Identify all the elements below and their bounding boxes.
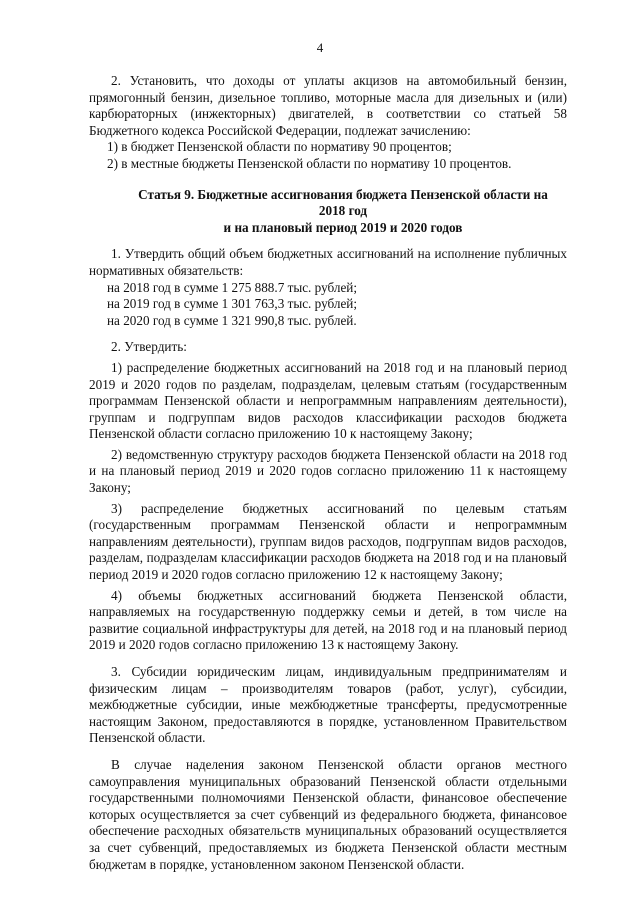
- document-body: [89, 73, 567, 873]
- article-9-paragraph-2: 2. Утвердить:: [111, 339, 187, 355]
- article-9-heading-line-2: и на плановый период 2019 и 2020 годов: [223, 219, 463, 235]
- article-9-heading: [89, 187, 567, 237]
- article-9-item-2-1: 1) распределение бюджетных ассигнований на 2018 год и на плановый период 2019 и 2020 годов по разделам, подразделам, целевым статьям (государственным программам Пензенской области и непрограммным направлениям деятельности), группам и подгруппам видов расходов классификации расходов бюджета Пензенской области согласно приложению 10 к настоящему Закону;: [89, 359, 567, 442]
- amount-2019: на 2019 год в сумме 1 301 763,3 тыс. рублей;: [107, 296, 358, 312]
- subitem-2-1: 1) в бюджет Пензенской области по нормативу 90 процентов;: [107, 139, 452, 155]
- article-9-item-2-4: 4) объемы бюджетных ассигнований бюджета Пензенской области, направляемых на государственную поддержку семьи и детей, в том числе на развитие социальной инфраструктуры для детей, на 2018 год и на плановый период 2019 и 2020 годов согласно приложению 13 к настоящему Закону.: [89, 587, 567, 653]
- paragraph-item-2: 2. Установить, что доходы от уплаты акцизов на автомобильный бензин, прямогонный бензин, дизельное топливо, моторные масла для дизельных и (или) карбюраторных (инжекторных) двигателей, в соответствии со статьей 58 Бюджетного кодекса Российской Федерации, подлежат зачислению:: [89, 73, 567, 138]
- amount-2018: на 2018 год в сумме 1 275 888.7 тыс. рублей;: [107, 279, 358, 295]
- subitem-2-2: 2) в местные бюджеты Пензенской области по нормативу 10 процентов.: [107, 155, 512, 171]
- article-9-heading-line-1: Статья 9. Бюджетные ассигнования бюджета Пензенской области на 2018 год: [138, 186, 548, 219]
- article-9-paragraph-1: 1. Утвердить общий объем бюджетных ассигнований на исполнение публичных нормативных обязательств:: [89, 246, 567, 278]
- article-9-item-2-3: 3) распределение бюджетных ассигнований по целевым статьям (государственным программам Пензенской области и непрограммным направлениям деятельности), группам видов расходов, подгруппам видов расходов, разделам, подразделам классификации расходов бюджета на 2018 год и на плановый период 2019 и 2020 годов согласно приложению 12 к настоящему Закону;: [89, 500, 567, 583]
- article-9-paragraph-4: В случае наделения законом Пензенской области органов местного самоуправления муниципальных образований Пензенской области отдельными государственными полномочиями Пензенской области, финансовое обеспечение которых осуществляется за счет субвенций из федерального бюджета, финансовое обеспечение расходных обязательств муниципальных образований осуществляется за счет субвенций, предоставляемых из бюджета Пензенской области местным бюджетам в порядке, установленном законом Пензенской области.: [89, 756, 567, 872]
- article-9-paragraph-3: 3. Субсидии юридическим лицам, индивидуальным предпринимателям и физическим лицам – производителям товаров (работ, услуг), субсидии, межбюджетные субсидии, иные межбюджетные трансферты, предусмотренные настоящим Законом, предоставляются в порядке, установленном Правительством Пензенской области.: [89, 664, 567, 746]
- page-number: 4: [316, 40, 324, 55]
- amount-2020: на 2020 год в сумме 1 321 990,8 тыс. рублей.: [107, 312, 357, 328]
- article-9-item-2-2: 2) ведомственную структуру расходов бюджета Пензенской области на 2018 год и на плановый период 2019 и 2020 годов согласно приложению 11 к настоящему Закону;: [89, 446, 567, 496]
